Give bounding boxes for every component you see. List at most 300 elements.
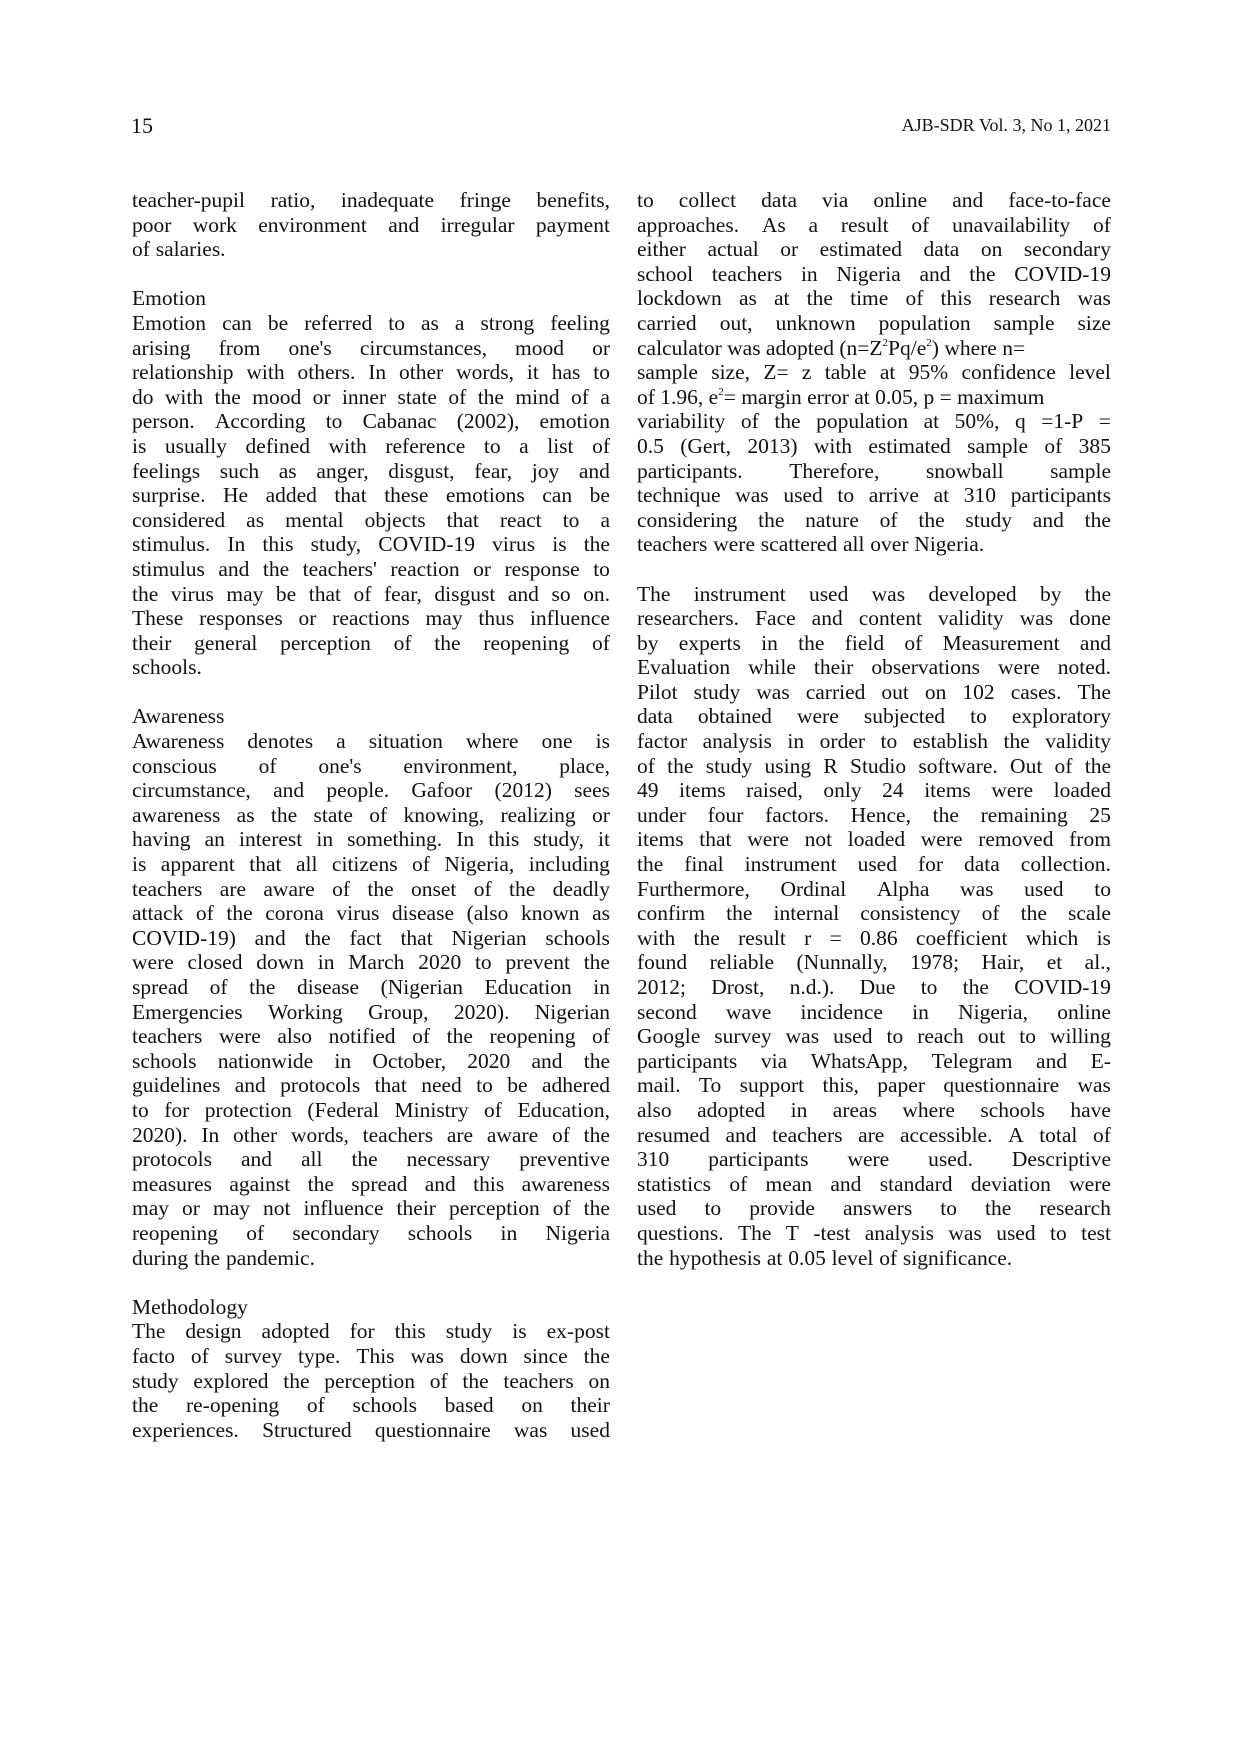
- word: (Gert,: [680, 433, 731, 458]
- word: were: [713, 532, 755, 557]
- word: a: [336, 729, 346, 754]
- word: analysis: [864, 1220, 934, 1245]
- text-line: [132, 1098, 610, 1123]
- word: size,: [711, 360, 751, 385]
- word: state: [313, 802, 353, 827]
- word: this: [940, 286, 972, 311]
- word: study,: [533, 827, 584, 852]
- word: level: [1069, 360, 1111, 385]
- word: aware: [486, 1122, 539, 1147]
- word: influence: [529, 606, 610, 631]
- text-line: [637, 188, 1111, 213]
- word: emotion: [539, 409, 610, 434]
- word: willing: [1049, 1024, 1111, 1049]
- word: explored: [193, 1368, 269, 1393]
- word: at: [923, 409, 940, 434]
- word: was: [735, 483, 769, 508]
- word: He: [222, 483, 249, 508]
- text-line: [637, 631, 1111, 656]
- word: so: [551, 581, 571, 606]
- word: questionnaire: [943, 1073, 1060, 1098]
- word: the: [1084, 581, 1111, 606]
- word: teachers: [503, 1368, 574, 1393]
- word: population: [816, 409, 909, 434]
- word: be: [275, 581, 297, 606]
- word: are: [858, 1122, 885, 1147]
- word: 2020: [418, 950, 462, 975]
- word: content: [858, 606, 922, 631]
- word: objects: [364, 507, 426, 532]
- word: used: [783, 483, 823, 508]
- word: 0.5: [637, 433, 664, 458]
- word: used: [833, 1024, 873, 1049]
- word: disease: [296, 975, 360, 999]
- word: COVID-19: [1014, 261, 1111, 286]
- word: reaction: [390, 556, 460, 581]
- word: that: [334, 483, 367, 508]
- word: support: [739, 1073, 805, 1098]
- word: were: [1069, 1171, 1111, 1196]
- word: questions.: [637, 1220, 724, 1245]
- text-line: [132, 434, 610, 459]
- word: Nigeria: [545, 1220, 610, 1245]
- text-line: [132, 1196, 610, 1221]
- word: in: [787, 729, 805, 754]
- word: and: [273, 778, 305, 803]
- word: Due: [859, 975, 896, 999]
- word: people.: [326, 778, 390, 803]
- text-line: [637, 680, 1111, 705]
- word: corona: [265, 901, 324, 926]
- word: experts: [678, 630, 741, 655]
- word: To: [698, 1073, 722, 1098]
- word: data: [923, 237, 960, 262]
- word: re-opening: [185, 1393, 280, 1418]
- word: The: [737, 1220, 772, 1245]
- word: data: [761, 188, 797, 212]
- text-line: [132, 1319, 610, 1344]
- word: Hence,: [850, 802, 911, 827]
- word: for: [917, 852, 944, 877]
- word: table: [824, 360, 867, 385]
- word: including: [528, 852, 610, 877]
- word: benefits,: [536, 188, 610, 212]
- text-line: [637, 459, 1111, 484]
- word: influence: [303, 1196, 384, 1221]
- word: of: [132, 237, 150, 262]
- word: feelings: [132, 458, 201, 483]
- word: responses: [199, 606, 283, 631]
- word: used: [808, 581, 849, 606]
- word: second: [637, 999, 697, 1024]
- word: ratio,: [270, 188, 316, 212]
- word: of: [258, 753, 277, 778]
- text-line: [637, 1098, 1111, 1123]
- text-line: [132, 926, 610, 951]
- word: these: [384, 483, 429, 508]
- word: it: [598, 827, 610, 852]
- text-line: [132, 213, 610, 238]
- sampling-paragraph: [637, 188, 1111, 557]
- word: or: [312, 384, 331, 409]
- word: this: [473, 1171, 505, 1196]
- word: reliable: [709, 950, 775, 975]
- word: COVID-19): [132, 925, 236, 950]
- word: to: [940, 1196, 957, 1221]
- text-line: [637, 1196, 1111, 1221]
- word: raised,: [746, 778, 803, 803]
- word: mean: [765, 1171, 813, 1196]
- word: carried: [637, 310, 697, 335]
- word: to: [593, 360, 610, 385]
- word: test: [1081, 1220, 1111, 1245]
- word: internal: [773, 901, 840, 926]
- word: react: [499, 507, 542, 532]
- word: study: [965, 507, 1013, 532]
- word: to: [637, 188, 654, 212]
- word: of: [448, 384, 467, 409]
- text-line: [132, 1369, 610, 1394]
- word: and: [919, 261, 951, 286]
- word: of: [393, 630, 412, 655]
- word: used: [996, 1220, 1036, 1245]
- word: fear,: [383, 581, 422, 606]
- text-line: [637, 1147, 1111, 1172]
- word: study: [705, 753, 753, 778]
- word: are: [219, 876, 247, 901]
- word: noted.: [1057, 655, 1111, 680]
- word: carried: [805, 679, 866, 704]
- instrument-paragraph: [637, 582, 1111, 1271]
- word: was: [1077, 286, 1111, 311]
- word: the: [583, 1048, 610, 1073]
- word: and: [725, 1122, 757, 1147]
- text-line: [637, 729, 1111, 754]
- left-column: [132, 188, 610, 1442]
- word: were: [991, 778, 1034, 803]
- word: virus: [170, 581, 214, 606]
- word: it: [526, 360, 539, 385]
- text-line: [132, 1246, 610, 1271]
- word: in: [761, 630, 778, 655]
- word: that: [374, 1073, 407, 1098]
- word: where: [465, 729, 519, 754]
- word: items: [637, 827, 684, 852]
- text-line: [132, 655, 610, 680]
- word: Evaluation: [637, 655, 731, 680]
- word: via: [760, 1048, 788, 1073]
- word: others.: [297, 360, 356, 385]
- text-line: [637, 877, 1111, 902]
- text-line: [132, 1221, 610, 1246]
- word: that: [308, 581, 341, 606]
- text-line: [132, 950, 610, 975]
- text-line: [132, 1049, 610, 1074]
- word: teachers: [711, 261, 783, 286]
- word: using: [764, 753, 812, 778]
- word: of: [592, 1024, 610, 1049]
- text-line: [132, 852, 610, 877]
- word: sample: [967, 433, 1029, 458]
- word: survey: [714, 1024, 772, 1049]
- word: 2013): [747, 433, 798, 458]
- word: October,: [372, 1048, 447, 1073]
- word: strong: [480, 310, 535, 335]
- word: used: [637, 1196, 677, 1221]
- word: loaded: [847, 827, 906, 852]
- word: the: [434, 630, 461, 655]
- word: consistency: [860, 901, 961, 926]
- section-heading-methodology: Methodology: [132, 1294, 248, 1319]
- word: to: [132, 1097, 149, 1122]
- word: of: [911, 212, 930, 237]
- word: that: [699, 827, 732, 852]
- word: that: [249, 852, 282, 877]
- text-line: [637, 483, 1111, 508]
- word: to: [920, 975, 938, 999]
- word: the: [1020, 901, 1047, 926]
- word: situation: [368, 729, 443, 754]
- word: reach: [917, 1024, 964, 1049]
- word: establish: [912, 729, 989, 754]
- word: Emergencies: [132, 999, 243, 1024]
- word: Nigerian: [534, 999, 610, 1024]
- word: be: [267, 310, 289, 335]
- text-line: [132, 1147, 610, 1172]
- text-line: [132, 188, 610, 213]
- word: of: [369, 802, 388, 827]
- word: was: [871, 581, 906, 606]
- word: mood: [252, 384, 302, 409]
- word: and: [254, 925, 286, 950]
- paragraph-gap: [132, 1270, 610, 1295]
- word: was: [513, 1417, 548, 1442]
- text-line: [637, 852, 1111, 877]
- word: to: [325, 409, 343, 434]
- word: in: [790, 1097, 808, 1122]
- word: their: [396, 1196, 436, 1221]
- word: on.: [583, 581, 610, 606]
- text-line: [132, 877, 610, 902]
- word: items: [679, 778, 726, 803]
- word: response: [504, 556, 580, 581]
- word: by: [637, 630, 659, 655]
- word: These: [132, 606, 184, 631]
- word: the: [270, 802, 298, 827]
- word: COVID-19: [1014, 975, 1111, 999]
- text-line: [637, 1073, 1111, 1098]
- word: subjected: [863, 704, 946, 729]
- word: person.: [132, 409, 195, 434]
- word: spread: [351, 1171, 408, 1196]
- text-line: [132, 606, 610, 631]
- word: confidence: [961, 360, 1056, 385]
- text-line: [637, 409, 1111, 434]
- word: of: [879, 507, 898, 532]
- word: study: [132, 1368, 179, 1393]
- word: =: [1098, 409, 1111, 434]
- word: the: [774, 409, 801, 434]
- word: their: [570, 1393, 610, 1418]
- word: or: [298, 606, 317, 631]
- intro-paragraph: [132, 188, 610, 262]
- word: and: [234, 1073, 266, 1098]
- word: is: [132, 852, 147, 877]
- text-line: [132, 631, 610, 656]
- word: this: [488, 827, 520, 852]
- word: since: [523, 1343, 568, 1368]
- word: to: [1049, 1220, 1067, 1245]
- word: validity: [938, 606, 1004, 631]
- paragraph-gap: [132, 680, 610, 705]
- word: circumstance,: [132, 778, 251, 803]
- word: considering: [637, 507, 738, 532]
- text-line: [132, 532, 610, 557]
- word: do: [132, 384, 154, 409]
- word: via: [822, 188, 849, 212]
- word: of: [306, 1393, 325, 1418]
- word: r: [804, 925, 812, 950]
- word: size: [1077, 310, 1111, 335]
- word: the: [583, 1122, 610, 1147]
- word: that: [400, 925, 433, 950]
- word: 0.05: [788, 1245, 826, 1270]
- word: disgust,: [388, 458, 455, 483]
- word: the: [932, 802, 959, 827]
- word: of: [904, 630, 923, 655]
- word: is: [1096, 925, 1111, 950]
- word: virus: [336, 901, 380, 926]
- text-line: [637, 901, 1111, 926]
- word: reactions: [332, 606, 410, 631]
- text-line: [132, 729, 610, 754]
- word: 24: [882, 778, 904, 803]
- word: final: [684, 852, 724, 877]
- word: researchers.: [637, 606, 740, 631]
- word: of: [429, 1368, 448, 1393]
- text-line: [637, 606, 1111, 631]
- word: all: [295, 852, 318, 877]
- text-line: [132, 311, 610, 336]
- word: poor: [132, 212, 172, 237]
- word: was: [1077, 1073, 1111, 1098]
- word: which: [1025, 925, 1079, 950]
- text-line: [637, 1000, 1111, 1025]
- text-line: [132, 901, 610, 926]
- word: 2020).: [453, 999, 510, 1024]
- word: as: [592, 901, 610, 926]
- word: approaches.: [637, 212, 740, 237]
- word: inner: [341, 384, 387, 409]
- word: their: [132, 630, 172, 655]
- text-line: [637, 1221, 1111, 1246]
- word: and: [218, 556, 250, 581]
- text-line: [132, 827, 610, 852]
- word: As: [761, 212, 786, 237]
- word: study: [693, 679, 741, 704]
- word: the: [509, 876, 536, 901]
- word: level: [831, 1245, 874, 1270]
- word: the: [918, 507, 945, 532]
- word: and: [1079, 630, 1111, 655]
- word: have: [1070, 1097, 1111, 1122]
- word: participants: [708, 1147, 809, 1172]
- word: with: [637, 925, 676, 950]
- word: all: [843, 532, 865, 557]
- word: participants: [637, 1048, 738, 1073]
- word: be: [507, 1073, 528, 1098]
- word: loaded: [1053, 778, 1111, 803]
- word: onset: [411, 876, 457, 901]
- word: The: [132, 1319, 166, 1344]
- word: estimated: [819, 237, 903, 262]
- text-line: [637, 803, 1111, 828]
- word: and: [507, 581, 539, 606]
- word: statistics: [637, 1171, 712, 1196]
- word: work: [192, 212, 237, 237]
- word: to: [1094, 876, 1111, 901]
- word: of: [729, 1171, 748, 1196]
- word: WhatsApp,: [810, 1048, 909, 1073]
- word: 2020: [467, 1048, 511, 1073]
- word: used: [857, 852, 897, 877]
- word: al.,: [1084, 950, 1111, 975]
- word: down: [256, 950, 305, 975]
- word: 95%: [908, 360, 949, 385]
- word: in: [593, 975, 610, 999]
- word: March: [348, 950, 405, 975]
- word: thus: [478, 606, 515, 631]
- word: data: [964, 852, 1000, 877]
- word: were: [219, 1024, 261, 1049]
- word: to: [562, 507, 580, 532]
- word: schools: [352, 1393, 417, 1418]
- formula-line: [637, 336, 1111, 361]
- word: the: [367, 876, 394, 901]
- word: the: [307, 1171, 334, 1196]
- word: as: [246, 507, 265, 532]
- word: the: [985, 1196, 1012, 1221]
- word: from: [218, 335, 261, 360]
- word: under: [637, 802, 686, 827]
- word: one's: [288, 335, 332, 360]
- word: Nigeria,: [958, 999, 1028, 1024]
- word: the: [583, 532, 610, 557]
- word: Gafoor: [411, 778, 473, 803]
- word: other: [399, 360, 444, 385]
- paragraph-gap: [637, 557, 1111, 582]
- word: Cabanac: [362, 409, 437, 434]
- word: usually: [164, 433, 227, 458]
- word: adhered: [541, 1073, 610, 1098]
- word: to: [483, 433, 501, 458]
- word: Drost,: [711, 975, 765, 999]
- word: out,: [719, 310, 753, 335]
- word: Alpha: [876, 876, 930, 901]
- word: result: [840, 212, 889, 237]
- text-line: [637, 360, 1111, 385]
- word: the: [351, 1147, 378, 1172]
- word: population: [878, 310, 971, 335]
- word: fear,: [474, 458, 513, 483]
- word: for: [349, 1319, 375, 1344]
- word: of: [552, 1196, 571, 1221]
- word: by: [1039, 581, 1062, 606]
- word: areas: [832, 1097, 877, 1122]
- text-line: [132, 803, 610, 828]
- word: of: [592, 433, 610, 458]
- text-line: [132, 237, 610, 262]
